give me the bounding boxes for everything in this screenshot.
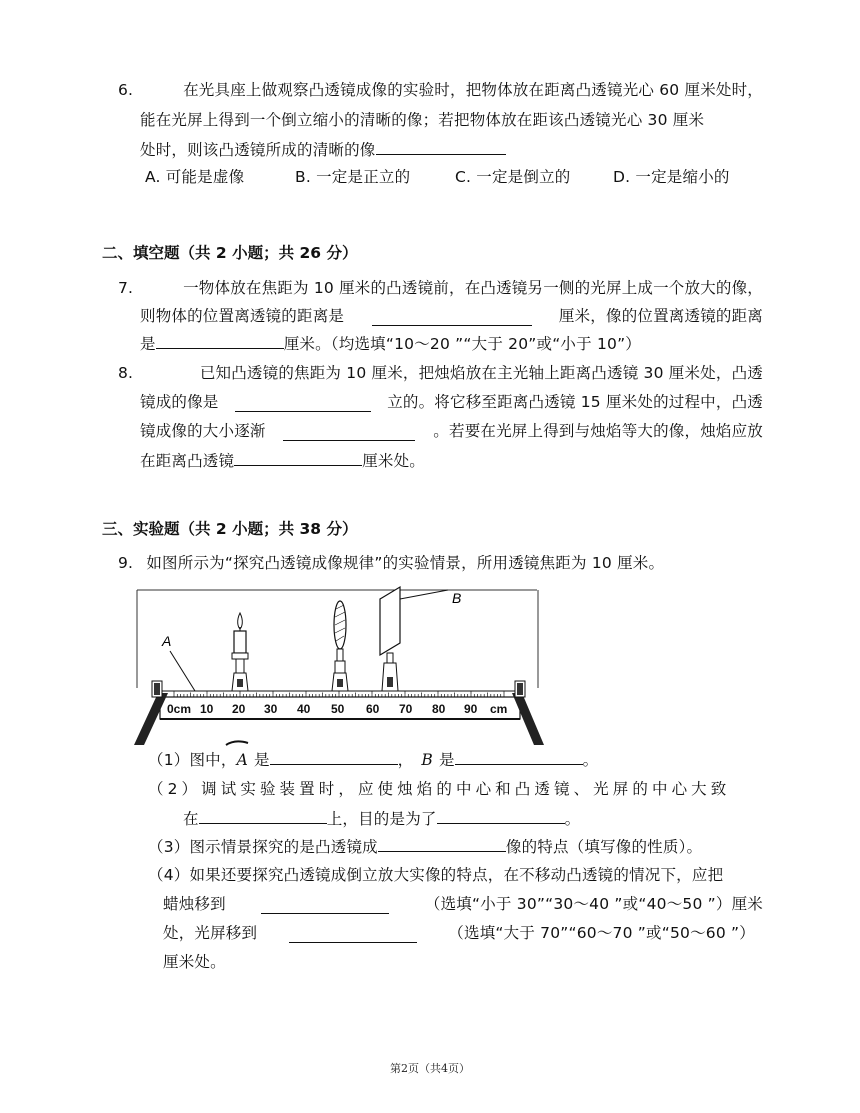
q8-text-2b: 立的。将它移至距离凸透镜 15 厘米处的过程中，凸透 — [387, 393, 763, 411]
q8-text-2a: 镜成的像是 — [140, 393, 219, 411]
q7-text-1: 一物体放在焦距为 10 厘米的凸透镜前，在凸透镜另一侧的光屏上成一个放大的像， — [183, 279, 763, 297]
q7-text-2b: 厘米，像的位置离透镜的距离 — [558, 307, 763, 325]
question-number: 8. — [118, 364, 134, 382]
answer-blank[interactable] — [261, 898, 389, 914]
q9-part-1 — [148, 749, 598, 770]
q7-line-3 — [140, 333, 641, 354]
q8-line-4 — [140, 450, 425, 471]
optical-bench-figure — [130, 585, 550, 765]
q8-line-3 — [140, 421, 763, 441]
part-2-period: 。 — [564, 810, 581, 828]
answer-blank[interactable] — [156, 333, 284, 349]
part-2-purpose: 上，目的是为了 — [326, 810, 437, 828]
q9-part-4-line-2 — [163, 894, 763, 914]
q9-part-4-line-3 — [163, 923, 755, 943]
scale-label-90: 90 — [464, 702, 478, 716]
question-number: 7. — [118, 279, 134, 297]
question-number: 6. — [118, 81, 134, 99]
part-3-text-b: 像的特点（填写像的性质）。 — [505, 838, 703, 856]
q9-intro-line — [118, 553, 664, 573]
part-4-text-2b: （选填“小于 30”“30～40 ”或“40～50 ”）厘米 — [424, 895, 763, 913]
scale-label-0: 0cm — [167, 702, 192, 716]
scale-label-10: 10 — [200, 702, 214, 716]
option-c[interactable]: C. 一定是倒立的 — [455, 168, 571, 186]
question-number: 9. — [118, 554, 134, 572]
scale-label-50: 50 — [331, 702, 345, 716]
option-d[interactable]: D. 一定是缩小的 — [613, 168, 730, 186]
bench-rail — [160, 691, 520, 697]
part-3-text-a: （3）图示情景探究的是凸透镜成 — [148, 838, 378, 856]
q7-text-3b: 厘米。（均选填“10～20 ”“大于 20”或“小于 10”） — [283, 335, 642, 353]
q8-text-4a: 在距离凸透镜 — [140, 452, 235, 470]
q6-line-2: 能在光屏上得到一个倒立缩小的清晰的像；若把物体放在距该凸透镜光心 30 厘米 — [140, 111, 705, 129]
answer-blank[interactable] — [199, 808, 327, 824]
scale-label-80: 80 — [432, 702, 446, 716]
q8-line-2 — [140, 392, 763, 412]
scale-label-20: 20 — [232, 702, 246, 716]
label-a-pointer — [170, 651, 195, 691]
option-b[interactable]: B. 一定是正立的 — [295, 168, 411, 186]
page-footer: 第2页（共4页） — [390, 1062, 470, 1075]
q8-text-3a: 镜成像的大小逐渐 — [140, 422, 266, 440]
scale-label-70: 70 — [399, 702, 413, 716]
part-4-text-1: （4）如果还要探究凸透镜成倒立放大实像的特点，在不移动凸透镜的情况下，应把 — [148, 866, 724, 884]
scale-label-30: 30 — [264, 702, 278, 716]
label-b: B — [452, 590, 462, 606]
section-2-heading: 二、填空题（共 2 小题；共 26 分） — [102, 244, 358, 262]
part-1-comma: ， — [397, 751, 414, 769]
convex-lens — [332, 601, 348, 691]
section-3-heading: 三、实验题（共 2 小题；共 38 分） — [102, 520, 358, 538]
answer-blank[interactable] — [234, 450, 362, 466]
q6-line-3 — [140, 139, 506, 160]
part-1-is: 是 — [253, 751, 270, 769]
label-a: A — [162, 633, 172, 649]
q9-part-4-line-1 — [148, 865, 763, 885]
q6-text-3: 处时，则该凸透镜所成的清晰的像 — [140, 141, 376, 159]
symbol-b: B — [421, 751, 433, 769]
answer-blank[interactable] — [235, 396, 371, 412]
candle — [232, 613, 248, 691]
part-2-text: （2）调试实验装置时，应使烛焰的中心和凸透镜、光屏的中心大致 — [148, 780, 731, 798]
q8-line-1 — [118, 363, 763, 383]
arc-mark — [226, 741, 248, 745]
scale-label-60: 60 — [366, 702, 380, 716]
symbol-a: A — [236, 751, 248, 769]
part-4-text-2a: 蜡烛移到 — [163, 895, 226, 913]
part-2-in: 在 — [183, 810, 199, 828]
q8-text-3b: 。若要在光屏上得到与烛焰等大的像，烛焰应放 — [433, 422, 763, 440]
q9-part-2-line-2 — [183, 808, 580, 829]
q8-text-1: 已知凸透镜的焦距为 10 厘米，把烛焰放在主光轴上距离凸透镜 30 厘米处，凸透 — [199, 364, 763, 382]
option-a[interactable]: A. 可能是虚像 — [145, 168, 245, 186]
q7-line-1 — [118, 278, 763, 298]
q7-line-2 — [140, 306, 763, 326]
answer-blank[interactable] — [372, 310, 532, 326]
q9-intro: 如图所示为“探究凸透镜成像规律”的实验情景，所用透镜焦距为 10 厘米。 — [146, 554, 665, 572]
q7-text-3a: 是 — [140, 335, 156, 353]
part-1-is-b: 是 — [438, 751, 455, 769]
part-1-period: 。 — [582, 751, 599, 769]
q9-part-4-line-4: 厘米处。 — [163, 953, 226, 971]
q8-text-4b: 厘米处。 — [362, 452, 426, 470]
answer-blank[interactable] — [289, 927, 417, 943]
part-1-prefix: （1）图中， — [148, 751, 237, 769]
answer-blank[interactable] — [437, 808, 565, 824]
answer-blank[interactable] — [283, 425, 415, 441]
answer-blank[interactable] — [270, 749, 398, 765]
q6-text-1: 在光具座上做观察凸透镜成像的实验时，把物体放在距离凸透镜光心 60 厘米处时， — [183, 81, 763, 99]
answer-blank[interactable] — [455, 749, 583, 765]
light-screen — [380, 587, 448, 691]
part-4-text-3b: （选填“大于 70”“60～70 ”或“50～60 ”） — [448, 924, 755, 942]
q6-line-1 — [118, 80, 763, 100]
q7-text-2a: 则物体的位置离透镜的距离是 — [140, 307, 345, 325]
part-4-text-3a: 处，光屏移到 — [163, 924, 258, 942]
answer-blank[interactable] — [376, 139, 506, 155]
answer-blank[interactable] — [378, 836, 506, 852]
q9-part-2-line-1 — [148, 779, 763, 799]
scale-label-cm: cm — [490, 702, 508, 716]
scale-label-40: 40 — [297, 702, 311, 716]
q9-part-3 — [148, 836, 702, 857]
